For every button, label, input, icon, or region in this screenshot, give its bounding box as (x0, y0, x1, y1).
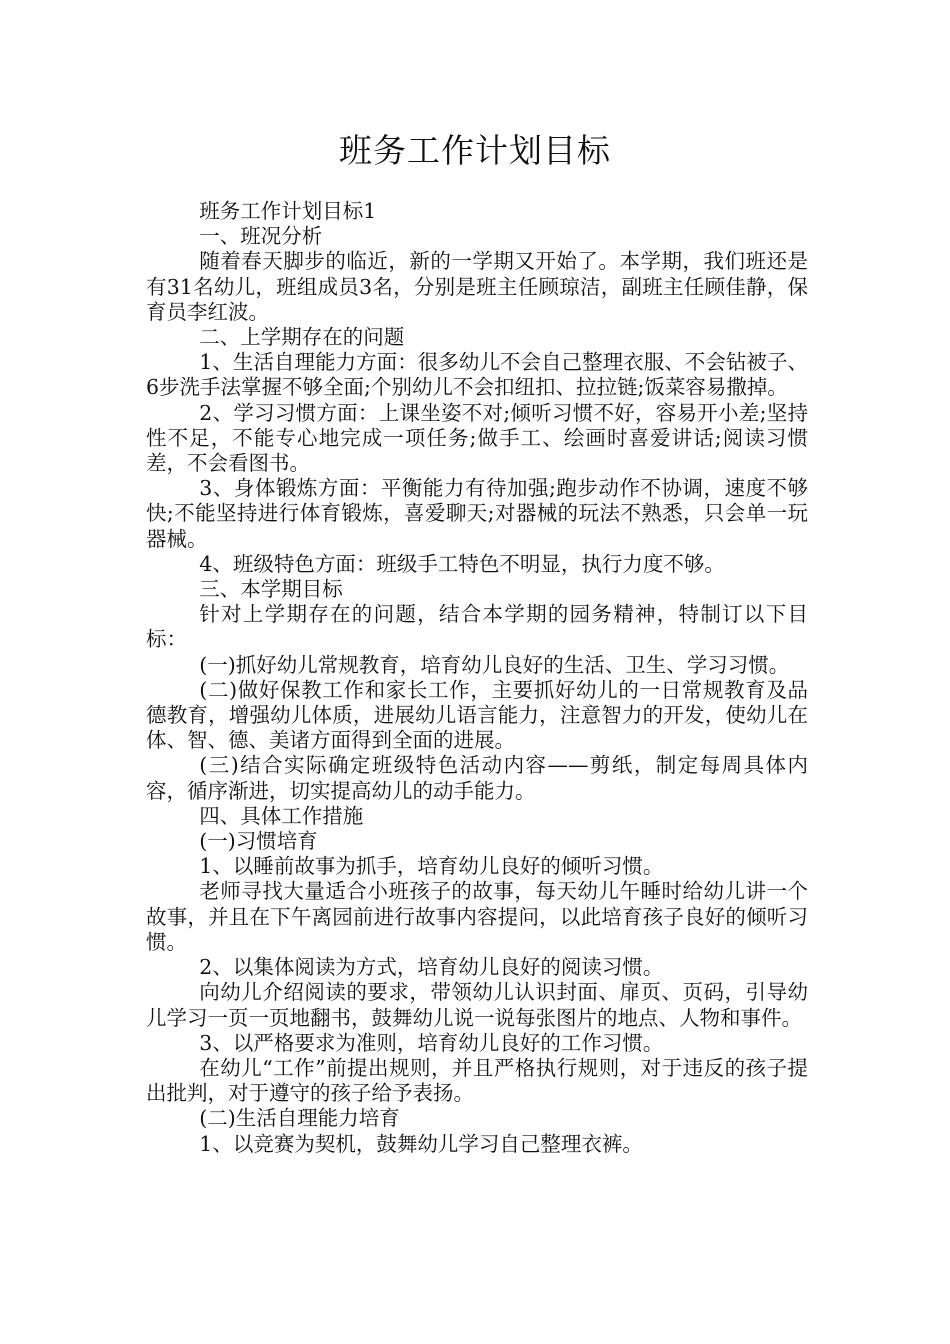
paragraph: 3、身体锻炼方面：平衡能力有待加强;跑步动作不协调，速度不够快;不能坚持进行体育锻炼，喜爱聊天;对器械的玩法不熟悉，只会单一玩器械。 (146, 476, 808, 551)
paragraph: 在幼儿“工作”前提出规则，并且严格执行规则，对于违反的孩子提出批判，对于遵守的孩子给予表扬。 (146, 1055, 808, 1106)
paragraph: 1、以睡前故事为抓手，培育幼儿良好的倾听习惯。 (199, 854, 664, 879)
subsection-heading: (二)生活自理能力培育 (199, 1106, 400, 1131)
paragraph: 班务工作计划目标1 (199, 199, 377, 223)
section-heading: 三、本学期目标 (199, 577, 343, 602)
section-heading: 一、班况分析 (199, 224, 323, 249)
paragraph: 老师寻找大量适合小班孩子的故事，每天幼儿午睡时给幼儿讲一个故事，并且在下午离园前进行故事内容提问，以此培育孩子良好的倾听习惯。 (146, 879, 808, 954)
paragraph: 随着春天脚步的临近，新的一学期又开始了。本学期，我们班还是有31名幼儿，班组成员3名，分别是班主任顾琼洁，副班主任顾佳静，保育员李红波。 (146, 249, 808, 324)
paragraph: 2、学习习惯方面：上课坐姿不对;倾听习惯不好，容易开小差;坚持性不足，不能专心地完成一项任务;做手工、绘画时喜爱讲话;阅读习惯差，不会看图书。 (146, 400, 808, 476)
section-heading: 四、具体工作措施 (199, 803, 364, 828)
paragraph: 1、以竞赛为契机，鼓舞幼儿学习自己整理衣裤。 (199, 1131, 643, 1156)
document-body (146, 199, 808, 1157)
paragraph: 4、班级特色方面：班级手工特色不明显，执行力度不够。 (199, 551, 725, 576)
paragraph: (二)做好保教工作和家长工作，主要抓好幼儿的一日常规教育及品德教育，增强幼儿体质，进展幼儿语言能力，注意智力的开发，使幼儿在体、智、德、美诸方面得到全面的进展。 (146, 677, 808, 753)
subsection-heading: (一)习惯培育 (199, 829, 318, 854)
paragraph: 3、以严格要求为准则，培育幼儿良好的工作习惯。 (199, 1030, 664, 1055)
paragraph: 向幼儿介绍阅读的要求，带领幼儿认识封面、扉页、页码，引导幼儿学习一页一页地翻书，鼓舞幼儿说一说每张图片的地点、人物和事件。 (146, 980, 808, 1030)
paragraph: 1、生活自理能力方面：很多幼儿不会自己整理衣服、不会钻被子、6步洗手法掌握不够全面;个别幼儿不会扣纽扣、拉拉链;饭菜容易撒掉。 (146, 350, 808, 400)
paragraph: (三)结合实际确定班级特色活动内容——剪纸，制定每周具体内容，循序渐进，切实提高幼儿的动手能力。 (146, 753, 808, 803)
paragraph: 针对上学期存在的问题，结合本学期的园务精神，特制订以下目标： (146, 602, 808, 652)
paragraph: 2、以集体阅读为方式，培育幼儿良好的阅读习惯。 (199, 955, 664, 980)
paragraph: (一)抓好幼儿常规教育，培育幼儿良好的生活、卫生、学习习惯。 (199, 652, 790, 677)
section-heading: 二、上学期存在的问题 (199, 325, 405, 350)
document-title: 班务工作计划目标 (339, 131, 611, 170)
